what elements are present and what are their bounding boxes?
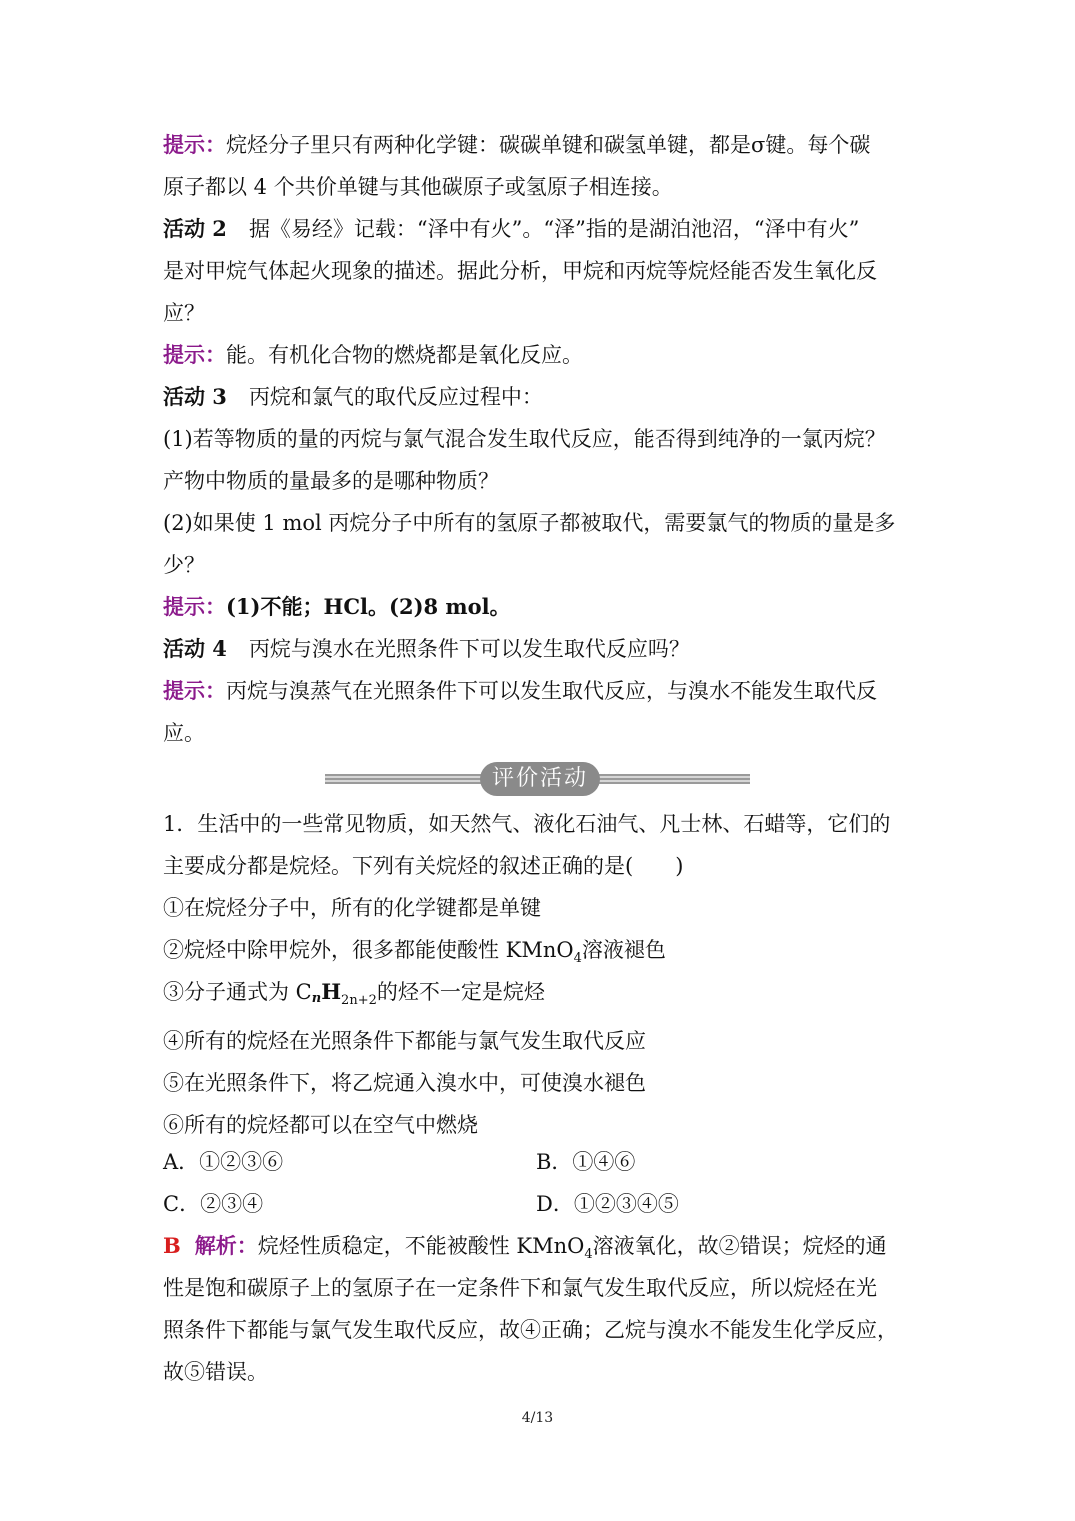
hint-label: 提示： (163, 678, 226, 703)
question-1: (1)若等物质的量的丙烷与氯气混合发生取代反应，能否得到纯净的一氯丙烷？ (163, 427, 886, 451)
hint-activity-4 (163, 670, 923, 754)
analysis-text: 照条件下都能与氯气发生取代反应，故④正确；乙烷与溴水不能发生化学反应， (163, 1318, 898, 1342)
question-stem-cont: 主要成分都是烷烃。下列有关烷烃的叙述正确的是( ) (163, 854, 684, 878)
statement-4: ④所有的烷烃在光照条件下都能与氯气发生取代反应 (163, 1029, 646, 1053)
statement-5: ⑤在光照条件下，将乙烷通入溴水中，可使溴水褪色 (163, 1071, 646, 1095)
hint-activity-1 (163, 124, 923, 208)
banner-title: 评价活动 (480, 762, 600, 796)
hint-activity-2 (163, 334, 923, 376)
hint-text-cont: 原子都以 4 个共价单键与其他碳原子或氢原子相连接。 (163, 175, 673, 199)
options-row-2 (163, 1183, 923, 1225)
hint-text: (1)不能；HCl。(2)8 mol。 (226, 594, 511, 619)
hint-text-cont: 应。 (163, 721, 205, 745)
page-number: 4/13 (521, 1410, 554, 1426)
hint-text: 丙烷与溴蒸气在光照条件下可以发生取代反应，与溴水不能发生取代反 (226, 679, 877, 703)
hint-label: 提示： (163, 132, 226, 157)
answer-letter: B (163, 1233, 181, 1258)
activity-text: 丙烷和氯气的取代反应过程中： (248, 385, 543, 409)
question-2: (2)如果使 1 mol 丙烷分子中所有的氢原子都被取代，需要氯气的物质的量是多 (163, 511, 896, 535)
hint-text: 烷烃分子里只有两种化学键：碳碳单键和碳氢单键，都是σ键。每个碳 (226, 133, 871, 157)
section-banner (325, 760, 750, 800)
activity-text-cont: 应？ (163, 301, 205, 325)
activity-label: 活动 3 (163, 384, 227, 409)
hint-label: 提示： (163, 342, 226, 367)
hint-label: 提示： (163, 594, 226, 619)
question-2-cont: 少？ (163, 553, 205, 577)
analysis-label: 解析： (194, 1233, 258, 1258)
statement-2: ②烷烃中除甲烷外，很多都能使酸性 KMnO$_4$溶液褪色 (163, 938, 666, 967)
options-row-1 (163, 1141, 923, 1183)
analysis-text: 性是饱和碳原子上的氢原子在一定条件下和氯气发生取代反应，所以烷烃在光 (163, 1276, 877, 1300)
statement-3: ③分子通式为 CnH$_{2n+2}$的烃不一定是烷烃 (163, 979, 545, 1009)
activity-label: 活动 2 (163, 216, 227, 241)
activity-2 (163, 208, 923, 334)
analysis-block: B 解析：烷烃性质稳定，不能被酸性 KMnO$_4$溶液氧化，故②错误；烷烃的通 性是饱和碳原子上的氢原子在一定条件下和氯气发生取代反应，所以烷烃在光 照条件下都能与氯气发生取代反应，故④正确；乙烷与溴水不能发生化学反应， 故⑤错误。 (163, 1233, 898, 1384)
analysis-text: 故⑤错误。 (163, 1360, 268, 1384)
option-a: A．①②③⑥ (163, 1150, 284, 1174)
statement-6: ⑥所有的烷烃都可以在空气中燃烧 (163, 1113, 478, 1137)
activity-4 (163, 628, 923, 670)
question-1-block (163, 803, 923, 1146)
activity-text: 丙烷与溴水在光照条件下可以发生取代反应吗？ (248, 637, 690, 661)
option-b: B．①④⑥ (536, 1150, 636, 1174)
activity-text-cont: 是对甲烷气体起火现象的描述。据此分析，甲烷和丙烷等烷烃能否发生氧化反 (163, 259, 877, 283)
hint-text: 能。有机化合物的燃烧都是氧化反应。 (226, 343, 583, 367)
question-stem: 1．生活中的一些常见物质，如天然气、液化石油气、凡士林、石蜡等，它们的 (163, 812, 891, 836)
activity-text: 据《易经》记载：“泽中有火”。“泽”指的是湖泊池沼，“泽中有火” (248, 217, 860, 241)
option-d: D．①②③④⑤ (536, 1192, 679, 1216)
option-c: C．②③④ (163, 1192, 264, 1216)
activity-label: 活动 4 (163, 636, 227, 661)
activity-3 (163, 376, 923, 586)
hint-activity-3 (163, 586, 923, 628)
statement-1: ①在烷烃分子中，所有的化学键都是单键 (163, 896, 541, 920)
question-1-cont: 产物中物质的量最多的是哪种物质？ (163, 469, 499, 493)
